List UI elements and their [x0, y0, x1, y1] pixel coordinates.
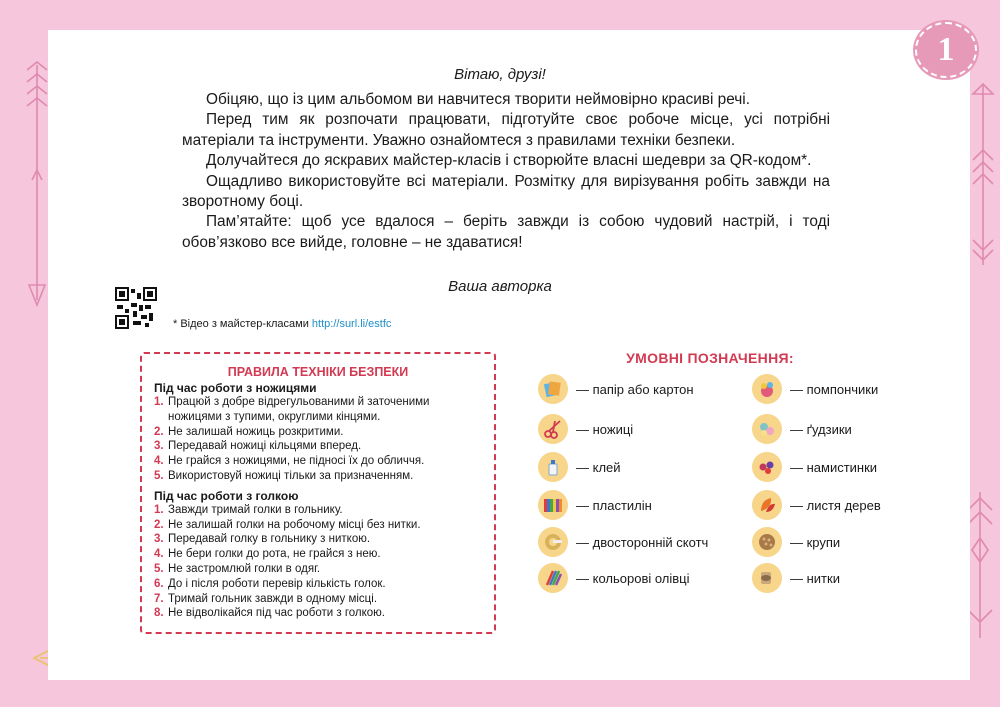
intro-paragraph: Пам’ятайте: щоб усе вдалося – беріть завжди із собою чудовий настрій, і тоді обов’язково все вийде, головне – не здаватися! — [182, 213, 830, 251]
needle-rules-list — [154, 503, 482, 621]
legend-item — [538, 490, 652, 520]
legend-label: — ґудзики — [790, 421, 852, 437]
scissors-icon — [538, 414, 568, 444]
arrow-ornament-right — [968, 80, 998, 270]
legend-item — [538, 563, 690, 593]
pencils-icon — [538, 563, 568, 593]
signature: Ваша авторка — [448, 278, 552, 295]
legend-label: — намистинки — [790, 459, 878, 475]
glue-icon — [538, 452, 568, 482]
thread-icon — [752, 563, 782, 593]
intro-paragraph: Долучайтеся до яскравих майстер-класів і створюйте власні шедеври за QR-кодом*. — [206, 152, 812, 170]
tape-icon — [538, 527, 568, 557]
cereal-icon — [752, 527, 782, 557]
legend-item — [538, 414, 633, 444]
list-item: 4. Не грайся з ножицями, не підносі їх до обличчя. — [154, 455, 425, 468]
list-item: 8. Не відволікайся під час роботи з голкою. — [154, 607, 386, 620]
video-note-text: * Відео з майстер-класами — [173, 318, 312, 330]
legend-item — [752, 563, 840, 593]
legend-label: — ножиці — [576, 421, 634, 437]
legend-item — [752, 527, 840, 557]
video-note — [173, 318, 391, 330]
list-item: 1. Працюй з добре відрегульованими й заточеними ножицями з тупими, округлими кінцями. — [154, 396, 430, 423]
safety-title: ПРАВИЛА ТЕХНІКИ БЕЗПЕКИ — [227, 365, 409, 379]
intro-paragraph: Обіцяю, що із цим альбомом ви навчитеся творити неймовірно красиві речі. — [206, 91, 750, 108]
list-item: 5. Не застромлюй голки в одяг. — [154, 562, 321, 575]
safety-rules-box — [140, 352, 496, 634]
scissors-heading: Під час роботи з ножицями — [154, 381, 317, 395]
list-item: 1. Завжди тримай голки в гольнику. — [154, 503, 343, 516]
list-item: 6. До і після роботи перевір кількість голок. — [154, 577, 386, 590]
qr-code-icon[interactable] — [115, 287, 157, 329]
legend-item — [752, 490, 881, 520]
page-number-badge: 1 — [915, 22, 977, 78]
needle-heading: Під час роботи з голкою — [154, 488, 299, 503]
list-item: 3. Передавай ножиці кільцями вперед. — [154, 440, 362, 453]
legend-label: — двосторонній скотч — [576, 534, 709, 550]
legend-item — [752, 414, 852, 444]
legend-item — [752, 374, 878, 404]
legend-label: — нитки — [790, 570, 840, 586]
legend-item — [538, 527, 708, 557]
legend-item — [538, 374, 694, 404]
legend-label: — пластилін — [576, 497, 652, 513]
legend-label: — клей — [576, 459, 621, 475]
list-item: 7. Тримай гольник завжди в одному місці. — [154, 592, 378, 605]
pompoms-icon — [752, 374, 782, 404]
legend-label: — крупи — [790, 534, 841, 550]
intro-text — [182, 90, 830, 253]
list-item: 3. Передавай голку в гольнику з ниткою. — [154, 533, 371, 546]
leaves-icon — [752, 490, 782, 520]
list-item: 2. Не залишай голки на робочому місці без нитки. — [154, 518, 421, 531]
list-item: 5. Використовуй ножиці тільки за призначенням. — [154, 469, 414, 482]
list-item: 4. Не бери голки до рота, не грайся з нею. — [154, 548, 381, 561]
legend-title: УМОВНІ ПОЗНАЧЕННЯ: — [626, 350, 794, 366]
video-link[interactable]: http://surl.li/estfc — [311, 318, 392, 330]
plasticine-icon — [538, 490, 568, 520]
legend-item — [538, 452, 621, 482]
greeting: Вітаю, друзі! — [454, 66, 546, 83]
intro-paragraph: Ощадливо використовуйте всі матеріали. Розмітку для вирізування робіть завжди на зворотному боці. — [182, 172, 830, 211]
beads-icon — [752, 452, 782, 482]
buttons-icon — [752, 414, 782, 444]
paper-icon — [538, 374, 568, 404]
scissors-rules-list — [154, 395, 482, 484]
legend-item — [752, 452, 877, 482]
intro-paragraph: Перед тим як розпочати працювати, підготуйте своє робоче місце, усі потрібні матеріали та інструменти. Уважно ознайомтеся з правилами техніки безпеки. — [182, 111, 830, 149]
legend-label: — кольорові олівці — [576, 570, 690, 586]
list-item: 2. Не залишай ножиць розкритими. — [154, 425, 344, 438]
legend-label: — листя дерев — [790, 497, 881, 513]
legend-label: — папір або картон — [576, 381, 694, 397]
legend-label: — помпончики — [790, 381, 879, 397]
